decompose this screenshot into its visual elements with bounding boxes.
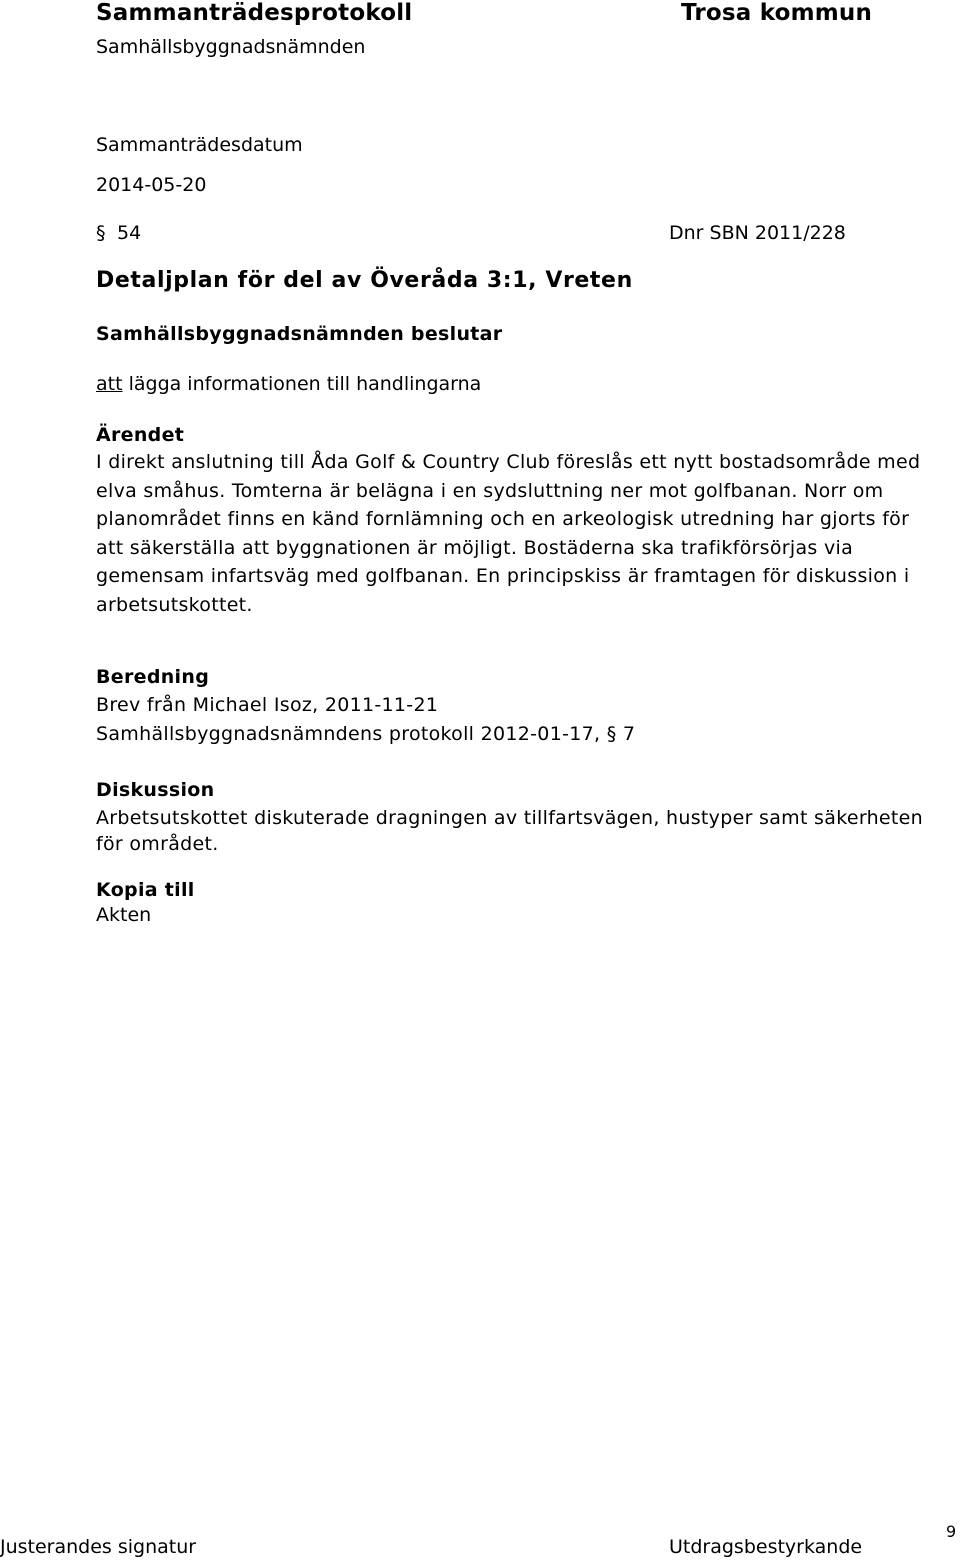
beredning-item: Samhällsbyggnadsnämndens protokoll 2012-01-17, § 7	[96, 723, 636, 745]
decision-body: lägga informationen till handlingarna	[122, 373, 482, 395]
arendet-body	[96, 448, 956, 619]
paragraph-sign: §	[96, 222, 106, 244]
diskussion-body	[96, 805, 958, 857]
kopia-heading: Kopia till	[96, 879, 195, 901]
kopia-value: Akten	[96, 904, 152, 926]
case-number: Dnr SBN 2011/228	[669, 222, 846, 244]
page-number: 9	[946, 1522, 957, 1541]
meeting-date-value: 2014-05-20	[96, 174, 207, 196]
arendet-line: att säkerställa att byggnationen är möjligt. Bostäderna ska trafikförsörjas via	[96, 536, 854, 559]
footer-certification-label: Utdragsbestyrkande	[669, 1536, 863, 1558]
beredning-item: Brev från Michael Isoz, 2011-11-21	[96, 694, 439, 716]
organization-name: Samhällsbyggnadsnämnden	[96, 36, 366, 58]
diskussion-line: för området.	[96, 833, 219, 855]
document-title: Sammanträdesprotokoll	[96, 0, 413, 26]
arendet-line: planområdet finns en känd fornlämning och en arkeologisk utredning har gjorts för	[96, 508, 910, 530]
arendet-line: arbetsutskottet.	[96, 593, 253, 616]
decision-att: att	[96, 373, 123, 395]
arendet-line: elva småhus. Tomterna är belägna i en sydsluttning ner mot golfbanan. Norr om	[96, 479, 884, 502]
footer-signature-label: Justerandes signatur	[0, 1536, 197, 1558]
arendet-line: I direkt anslutning till Åda Golf & Country Club föreslås ett nytt bostadsområde med	[96, 451, 921, 473]
arendet-heading: Ärendet	[96, 424, 185, 446]
beredning-heading: Beredning	[96, 666, 210, 688]
municipality-name: Trosa kommun	[681, 0, 873, 26]
diskussion-heading: Diskussion	[96, 779, 215, 801]
meeting-date-label: Sammanträdesdatum	[96, 134, 303, 156]
decision-text	[96, 373, 481, 395]
decision-heading: Samhällsbyggnadsnämnden beslutar	[96, 323, 503, 345]
case-heading: Detaljplan för del av Överåda 3:1, Vreten	[96, 268, 633, 293]
diskussion-line: Arbetsutskottet diskuterade dragningen av tillfartsvägen, hustyper samt säkerheten	[96, 807, 924, 829]
paragraph-number: 54	[117, 222, 142, 244]
arendet-line: gemensam infartsväg med golfbanan. En principskiss är framtagen för diskussion i	[96, 565, 910, 587]
